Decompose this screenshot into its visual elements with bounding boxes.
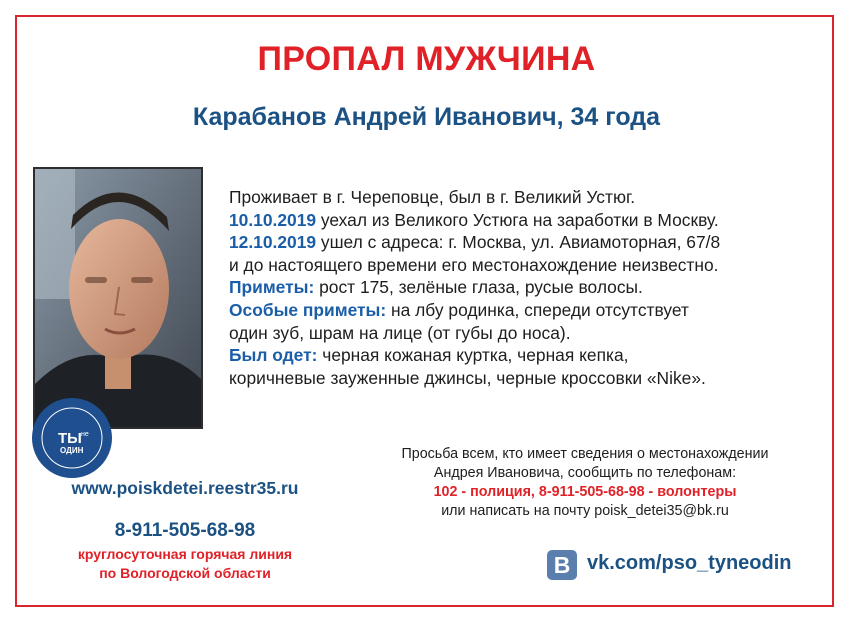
request-phones: 102 - полиция, 8-911-505-68-98 - волонтеры	[433, 484, 737, 500]
hotline-description	[45, 545, 325, 583]
logo-seal-icon	[31, 397, 113, 479]
description-line-disappearance	[229, 231, 839, 254]
description-line-residence: Проживает в г. Череповце, был в г. Великий Устюг.	[229, 187, 636, 207]
website-link[interactable]: www.poiskdetei.reestr35.ru	[71, 478, 299, 498]
disappearance-text: ушел с адреса: г. Москва, ул. Авиамоторная, 67/8	[316, 232, 721, 253]
special-signs-label: Особые приметы:	[229, 299, 387, 320]
description-line-clothes-cont: коричневые зауженные джинсы, черные кроссовки «Nike».	[229, 367, 706, 388]
departure-date: 10.10.2019	[229, 209, 317, 230]
person-photo	[33, 167, 203, 429]
description-line-unknown: и до настоящего времени его местонахождение неизвестно.	[229, 254, 719, 275]
description-line-departure	[229, 209, 839, 232]
vk-link[interactable]: vk.com/pso_tyneodin	[587, 552, 792, 574]
description-line-clothes	[229, 344, 839, 367]
description-line-special-cont: один зуб, шрам на лице (от губы до носа).	[229, 322, 571, 343]
organization-logo	[31, 397, 113, 479]
request-email-line: или написать на почту poisk_detei35@bk.ru	[441, 503, 729, 519]
special-signs-value: на лбу родинка, спереди отсутствует	[386, 299, 689, 320]
contact-request	[340, 445, 830, 521]
description	[229, 186, 839, 389]
signs-value: рост 175, зелёные глаза, русые волосы.	[314, 277, 643, 298]
missing-person-name: Карабанов Андрей Иванович, 34 года	[192, 103, 661, 131]
hotline-description-line-1: круглосуточная горячая линия	[77, 546, 293, 562]
hotline-description-line-2: по Вологодской области	[99, 565, 271, 581]
clothes-label: Был одет:	[229, 345, 318, 366]
signs-label: Приметы:	[229, 277, 315, 298]
description-line-special	[229, 299, 839, 322]
logo-small-text: не	[81, 431, 89, 438]
departure-text: уехал из Великого Устюга на заработки в Москву.	[316, 209, 719, 230]
request-line-1: Просьба всем, кто имеет сведения о местонахождении	[401, 446, 769, 462]
person-photo-image	[35, 169, 201, 427]
logo-bottom-text: ОДИН	[60, 446, 84, 455]
hotline-phone: 8-911-505-68-98	[114, 520, 256, 541]
poster-title: ПРОПАЛ МУЖЧИНА	[257, 40, 596, 78]
request-line-2: Андрея Ивановича, сообщить по телефонам:	[433, 465, 737, 481]
description-line-signs	[229, 276, 839, 299]
vk-icon: В	[547, 550, 577, 580]
clothes-value: черная кожаная куртка, черная кепка,	[317, 345, 629, 366]
disappearance-date: 12.10.2019	[229, 232, 317, 253]
logo-main-text: ТЫ	[58, 430, 82, 447]
